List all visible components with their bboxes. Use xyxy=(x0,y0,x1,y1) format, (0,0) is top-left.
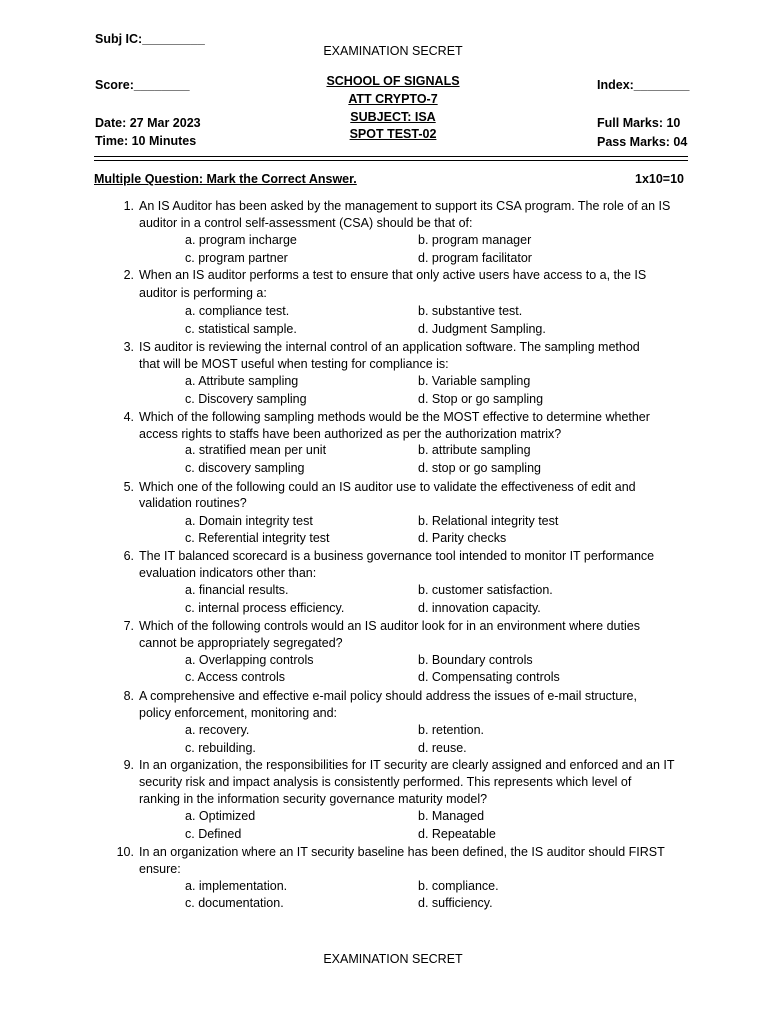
question-text-line: ensure: xyxy=(139,862,181,876)
question-number: 7. xyxy=(123,619,134,633)
option-c: c. Access controls xyxy=(185,670,286,684)
question-number: 3. xyxy=(123,340,134,354)
question-text-line: that will be MOST useful when testing for compliance is: xyxy=(139,357,449,371)
score-field: Score:________ xyxy=(95,78,190,92)
question-text-line: Which of the following sampling methods would be the MOST effective to determine whether xyxy=(139,410,650,424)
option-d: d. Judgment Sampling. xyxy=(418,322,546,336)
question-text-line: access rights to staffs have been authorized as per the authorization matrix? xyxy=(139,427,562,441)
question-text-line: auditor in a control self-assessment (CSA) should be that of: xyxy=(139,216,473,230)
option-a: a. stratified mean per unit xyxy=(185,443,327,457)
subj-ic-field: Subj IC:_________ xyxy=(95,32,205,46)
option-d: d. program facilitator xyxy=(418,251,532,265)
question-text-line: In an organization where an IT security baseline has been defined, the IS auditor should FIRST xyxy=(139,845,665,859)
question-number: 8. xyxy=(123,689,134,703)
subject-name: SUBJECT: ISA xyxy=(350,110,436,124)
option-a: a. program incharge xyxy=(185,233,297,247)
header-divider-bottom xyxy=(94,160,688,161)
section-title: Multiple Question: Mark the Correct Answer. xyxy=(94,172,357,186)
question-number: 5. xyxy=(123,480,134,494)
option-b: b. program manager xyxy=(418,233,532,247)
option-b: b. customer satisfaction. xyxy=(418,583,553,597)
full-marks: Full Marks: 10 xyxy=(597,116,681,130)
question-text-line: validation routines? xyxy=(139,496,247,510)
question-text-line: evaluation indicators other than: xyxy=(139,566,317,580)
option-b: b. Managed xyxy=(418,809,485,823)
option-c: c. Referential integrity test xyxy=(185,531,330,545)
question-text-line: When an IS auditor performs a test to ensure that only active users have access to a, the IS xyxy=(139,268,647,282)
option-c: c. documentation. xyxy=(185,896,284,910)
option-c: c. discovery sampling xyxy=(185,461,305,475)
option-b: b. attribute sampling xyxy=(418,443,531,457)
option-a: a. Domain integrity test xyxy=(185,514,313,528)
option-a: a. Optimized xyxy=(185,809,256,823)
question-text-line: The IT balanced scorecard is a business governance tool intended to monitor IT performance xyxy=(139,549,655,563)
question-number: 2. xyxy=(123,268,134,282)
option-b: b. substantive test. xyxy=(418,304,523,318)
option-d: d. innovation capacity. xyxy=(418,601,541,615)
classification-bottom: EXAMINATION SECRET xyxy=(323,952,463,966)
option-b: b. retention. xyxy=(418,723,485,737)
option-c: c. Discovery sampling xyxy=(185,392,307,406)
option-c: c. statistical sample. xyxy=(185,322,297,336)
question-text-line: In an organization, the responsibilities for IT security are clearly assigned and enforced and an IT xyxy=(139,758,675,772)
option-d: d. Stop or go sampling xyxy=(418,392,544,406)
option-a: a. Attribute sampling xyxy=(185,374,299,388)
question-text-line: IS auditor is reviewing the internal control of an application software. The sampling method xyxy=(139,340,640,354)
option-b: b. compliance. xyxy=(418,879,499,893)
option-d: d. Repeatable xyxy=(418,827,496,841)
option-d: d. stop or go sampling xyxy=(418,461,541,475)
course-name: ATT CRYPTO-7 xyxy=(348,92,438,106)
option-d: d. reuse. xyxy=(418,741,467,755)
question-text-line: cannot be appropriately segregated? xyxy=(139,636,343,650)
option-c: c. Defined xyxy=(185,827,242,841)
test-name: SPOT TEST-02 xyxy=(349,127,437,141)
question-text-line: A comprehensive and effective e-mail policy should address the issues of e-mail structure, xyxy=(139,689,637,703)
exam-date: Date: 27 Mar 2023 xyxy=(95,116,201,130)
section-marks: 1x10=10 xyxy=(635,172,685,186)
classification-top: EXAMINATION SECRET xyxy=(323,44,463,58)
option-d: d. Parity checks xyxy=(418,531,507,545)
header-divider-top xyxy=(94,156,688,157)
school-name: SCHOOL OF SIGNALS xyxy=(326,74,460,88)
option-a: a. recovery. xyxy=(185,723,250,737)
option-c: c. rebuilding. xyxy=(185,741,256,755)
option-d: d. Compensating controls xyxy=(418,670,560,684)
option-c: c. program partner xyxy=(185,251,288,265)
question-text-line: security risk and impact analysis is consistently performed. This represents which level of xyxy=(139,775,632,789)
question-number: 10. xyxy=(116,845,134,859)
question-number: 6. xyxy=(123,549,134,563)
option-a: a. implementation. xyxy=(185,879,288,893)
question-text-line: ranking in the information security governance maturity model? xyxy=(139,792,488,806)
question-number: 9. xyxy=(123,758,134,772)
question-text-line: An IS Auditor has been asked by the management to support its CSA program. The role of an IS xyxy=(139,199,671,213)
option-c: c. internal process efficiency. xyxy=(185,601,345,615)
question-number: 1. xyxy=(123,199,134,213)
question-text-line: policy enforcement, monitoring and: xyxy=(139,706,338,720)
option-b: b. Variable sampling xyxy=(418,374,531,388)
question-text-line: Which of the following controls would an IS auditor look for in an environment where duties xyxy=(139,619,640,633)
option-a: a. compliance test. xyxy=(185,304,290,318)
option-d: d. sufficiency. xyxy=(418,896,493,910)
exam-time: Time: 10 Minutes xyxy=(95,134,197,148)
pass-marks: Pass Marks: 04 xyxy=(597,135,688,149)
option-b: b. Relational integrity test xyxy=(418,514,559,528)
option-a: a. financial results. xyxy=(185,583,289,597)
question-text-line: Which one of the following could an IS auditor use to validate the effectiveness of edit and xyxy=(139,480,636,494)
question-number: 4. xyxy=(123,410,134,424)
index-field: Index:________ xyxy=(597,78,690,92)
option-b: b. Boundary controls xyxy=(418,653,533,667)
option-a: a. Overlapping controls xyxy=(185,653,314,667)
question-text-line: auditor is performing a: xyxy=(139,286,267,300)
